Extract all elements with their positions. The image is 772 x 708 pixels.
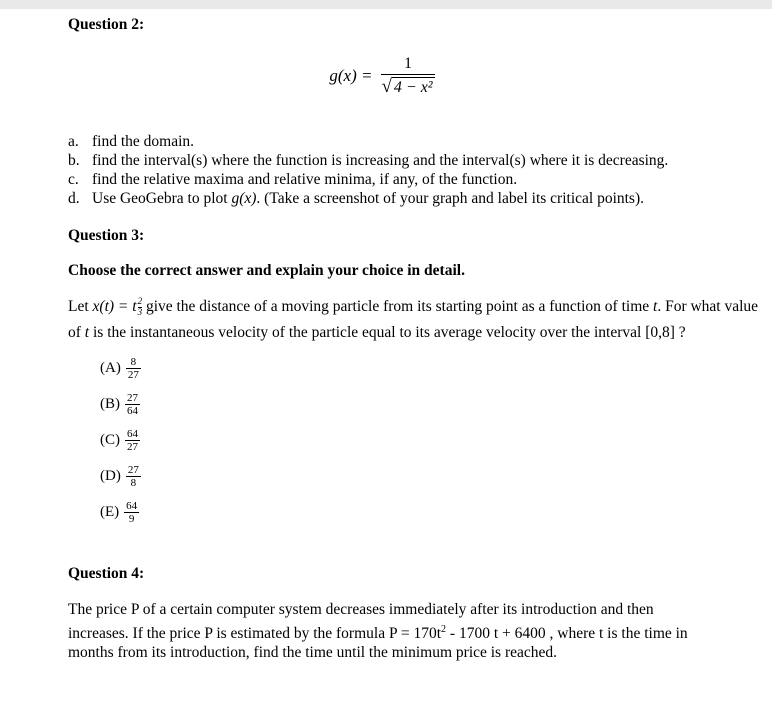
item-label: d.: [68, 190, 80, 207]
math-inline: t: [84, 324, 90, 341]
math-inline: x(t) = t: [92, 298, 137, 315]
fraction-denominator: 8: [130, 477, 137, 489]
fraction-denominator: 64: [127, 405, 138, 417]
math-inline: g(x): [231, 190, 257, 207]
item-label: b.: [68, 152, 80, 169]
choice-label: (E): [100, 504, 120, 520]
choice-label: (C): [100, 432, 120, 448]
question-2-heading: Question 2:: [68, 16, 145, 33]
choice-fraction: [124, 500, 139, 525]
choice-label: (B): [100, 396, 120, 412]
fraction-denominator: [381, 75, 434, 98]
choice-row: [100, 463, 760, 490]
list-item: [68, 170, 760, 189]
item-text: find the relative maxima and relative minima, if any, of the function.: [92, 171, 518, 188]
page-top-border: [0, 0, 772, 9]
q3-instruction: Choose the correct answer and explain your choice in detail.: [68, 262, 465, 279]
choice-fraction: [126, 356, 141, 381]
q2-parts-list: [68, 132, 760, 208]
fraction-numerator: 27: [127, 464, 139, 476]
item-text: find the domain.: [92, 133, 195, 150]
list-item: [68, 189, 760, 208]
problem-text: give the distance of a moving particle from its starting point as a function of time: [142, 298, 654, 315]
fraction-numerator: 8: [130, 356, 137, 368]
problem-text: . For what value of: [68, 298, 759, 341]
question-4-heading: Question 4:: [68, 565, 145, 582]
fraction-numerator: 64: [127, 428, 138, 440]
fraction-numerator: 64: [126, 500, 138, 512]
problem-text: is the instantaneous velocity of the particle equal to its average velocity over the interval [0,8] ?: [89, 324, 686, 341]
q4-text-post: - 1700 t + 6400 , where t is the time in months from its introduction, find the time until the minimum price is reached.: [68, 624, 688, 662]
choice-label: (A): [100, 360, 121, 376]
list-item: [68, 151, 760, 170]
item-text: [92, 189, 692, 208]
fraction-numerator: 27: [127, 392, 138, 404]
answer-choices: [100, 355, 760, 526]
item-label: c.: [68, 171, 79, 188]
document-body: [0, 9, 772, 663]
math-inline: t: [653, 298, 658, 315]
formula-lhs: g(x) =: [329, 66, 373, 85]
radicand: 4 − x²: [393, 79, 433, 96]
q4-body: [68, 600, 708, 663]
list-item: [68, 132, 760, 151]
problem-text: Let: [68, 298, 93, 315]
question-3-heading: Question 3:: [68, 227, 145, 244]
fraction-denominator: 27: [127, 441, 138, 453]
choice-fraction: [125, 392, 140, 417]
choice-fraction: [126, 464, 141, 489]
item-text-post: . (Take a screenshot of your graph and label its critical points).: [256, 190, 644, 207]
fraction-denominator: 3: [137, 306, 143, 317]
fraction-denominator: 9: [128, 513, 135, 525]
fraction-numerator: 1: [404, 55, 413, 72]
item-text: find the interval(s) where the function is increasing and the interval(s) where it is decreasing.: [92, 152, 669, 169]
choice-row: [100, 391, 760, 418]
q4-exponent: 2: [441, 623, 447, 635]
choice-row: [100, 427, 760, 454]
choice-row: [100, 355, 760, 382]
fraction-denominator: 27: [127, 369, 139, 381]
q2-formula: [36, 54, 728, 98]
radical-symbol: √: [381, 76, 392, 97]
item-label: a.: [68, 133, 79, 150]
fraction-numerator: 2: [137, 296, 143, 306]
choice-row: [100, 499, 760, 526]
item-text-pre: Use GeoGebra to plot: [92, 190, 232, 207]
q3-problem: [68, 294, 768, 346]
choice-fraction: [125, 428, 140, 453]
choice-label: (D): [100, 468, 121, 484]
formula-fraction: [381, 54, 434, 98]
q4-text-pre: The price P of a certain computer system decreases immediately after its introduction and then increases. If the price P is estimated by the formula P = 170t: [68, 601, 654, 642]
